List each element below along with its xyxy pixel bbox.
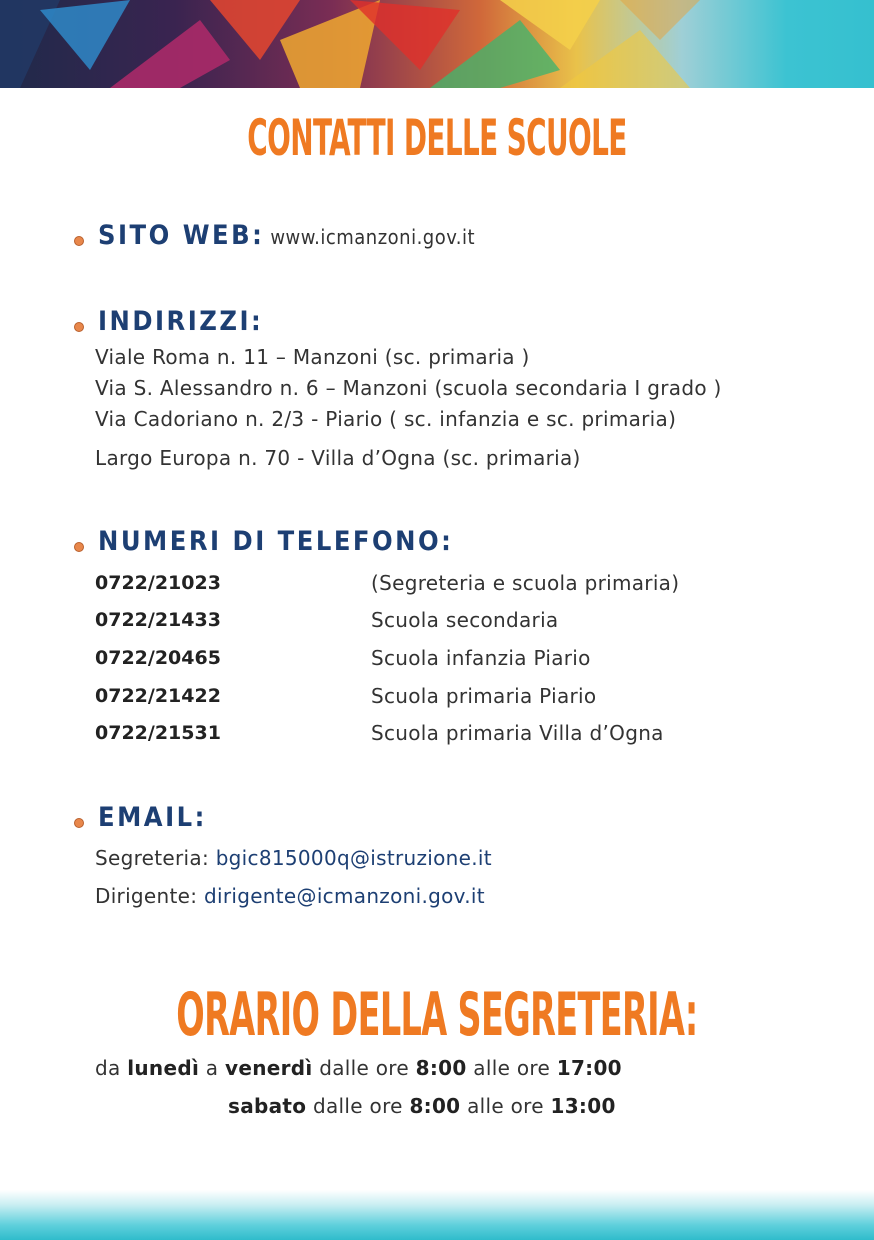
abstract-splash-art (0, 0, 874, 88)
phone-number[interactable]: 0722/20465 (95, 647, 221, 669)
sito-web-section (98, 220, 475, 251)
orario-weekdays (95, 1056, 622, 1080)
text: alle ore (473, 1056, 551, 1080)
phone-number[interactable]: 0722/21433 (95, 609, 221, 631)
day-start: lunedì (127, 1056, 200, 1080)
email-row-dirigente (95, 884, 485, 908)
telefono-heading: NUMERI DI TELEFONO: (98, 526, 454, 557)
email-label: Dirigente: (95, 884, 198, 908)
orario-saturday (228, 1094, 616, 1118)
page-title: CONTATTI DELLE SCUOLE (247, 109, 627, 167)
header-banner-image (0, 0, 874, 88)
bullet-icon (74, 542, 84, 552)
time-end: 13:00 (550, 1094, 616, 1118)
address-line: Via S. Alessandro n. 6 – Manzoni (scuola secondaria I grado ) (95, 376, 722, 400)
email-link[interactable]: bgic815000q@istruzione.it (215, 846, 492, 870)
bullet-icon (74, 322, 84, 332)
text: a (205, 1056, 219, 1080)
text: alle ore (467, 1094, 544, 1118)
text: dalle ore (313, 1094, 403, 1118)
time-end: 17:00 (556, 1056, 622, 1080)
phone-description: Scuola secondaria (371, 608, 559, 632)
website-link[interactable]: www.icmanzoni.gov.it (270, 225, 476, 249)
email-heading: EMAIL: (98, 802, 207, 833)
bullet-icon (74, 818, 84, 828)
email-label: Segreteria: (95, 846, 210, 870)
phone-number[interactable]: 0722/21023 (95, 572, 221, 594)
email-row-segreteria (95, 846, 492, 870)
phone-number[interactable]: 0722/21422 (95, 685, 221, 707)
orario-title: ORARIO DELLA SEGRETERIA: (176, 980, 698, 1050)
phone-description: (Segreteria e scuola primaria) (371, 571, 680, 595)
address-line: Viale Roma n. 11 – Manzoni (sc. primaria ) (95, 345, 530, 369)
phone-description: Scuola infanzia Piario (371, 646, 591, 670)
sito-web-heading: SITO WEB: (98, 220, 265, 251)
time-start: 8:00 (409, 1094, 461, 1118)
bullet-icon (74, 236, 84, 246)
text: da (95, 1056, 121, 1080)
day-end: venerdì (225, 1056, 313, 1080)
email-link[interactable]: dirigente@icmanzoni.gov.it (203, 884, 485, 908)
phone-number[interactable]: 0722/21531 (95, 722, 221, 744)
indirizzi-heading: INDIRIZZI: (98, 306, 264, 337)
address-line: Via Cadoriano n. 2/3 - Piario ( sc. infanzia e sc. primaria) (95, 407, 677, 431)
footer-band (0, 1190, 874, 1240)
text: dalle ore (319, 1056, 409, 1080)
phone-description: Scuola primaria Villa d’Ogna (371, 721, 664, 745)
address-line: Largo Europa n. 70 - Villa d’Ogna (sc. primaria) (95, 446, 581, 470)
phone-description: Scuola primaria Piario (371, 684, 597, 708)
time-start: 8:00 (415, 1056, 467, 1080)
day: sabato (228, 1094, 307, 1118)
